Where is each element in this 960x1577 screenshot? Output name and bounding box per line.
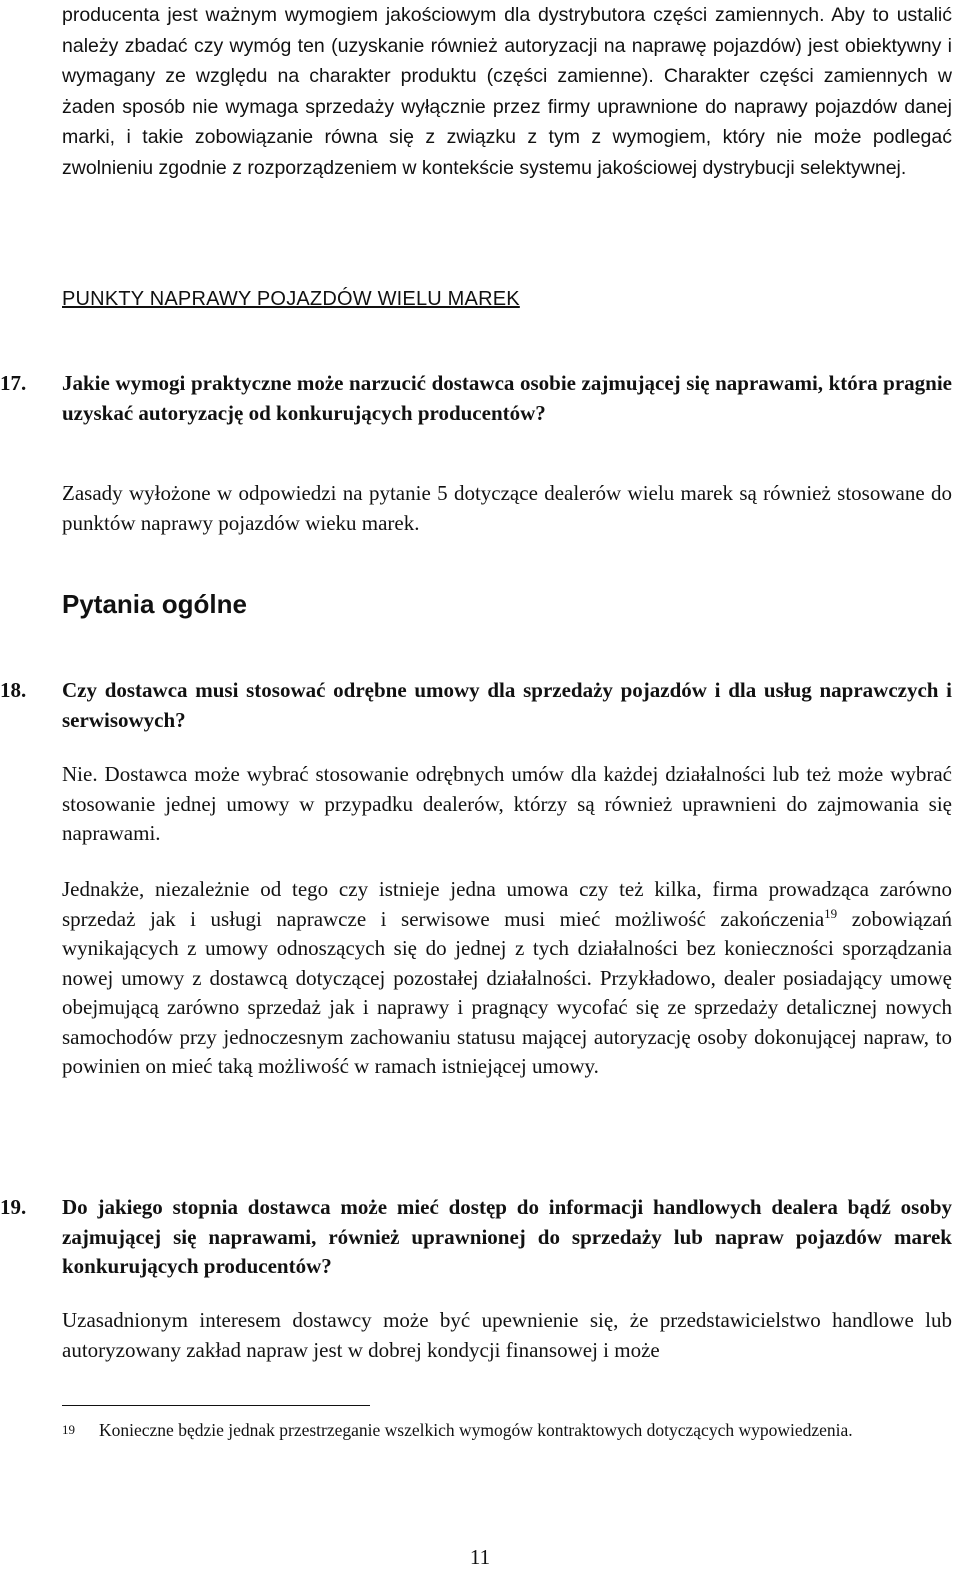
footnote	[62, 1418, 952, 1443]
question-number: 19.	[0, 1195, 27, 1219]
intro-paragraph	[62, 0, 952, 183]
footnote-reference[interactable]: 19	[824, 905, 838, 921]
answer-19	[62, 1306, 952, 1365]
footnote-number: 19	[62, 1422, 75, 1437]
question-text: Jakie wymogi praktyczne może narzucić dostawca osobie zajmującej się naprawami, która pragnie uzyskać autoryzację od konkurujących producentów?	[62, 371, 952, 425]
answer-text: Zasady wyłożone w odpowiedzi na pytanie 5 dotyczące dealerów wielu marek są również stosowane do punktów naprawy pojazdów wieku marek.	[62, 481, 952, 535]
question-17	[0, 369, 952, 428]
footnote-divider	[62, 1405, 370, 1406]
answer-18-paragraph-2	[62, 875, 952, 1082]
answer-text-part-2: zobowiązań wynikających z umowy odnoszących się do jednej z tych działalności bez konieczności sporządzania nowej umowy z dostawcą dotyczącej pozostałej działalności. Przykładowo, dealer posiadający umowę obejmującą zarówno sprzedaż jak i naprawy i pragnący wycofać się ze sprzedaży detalicznej nowych samochodów przy jednoczesnym zachowaniu statusu mającej autoryzację osoby dokonującej napraw, to powinien on mieć taką możliwość w ramach istniejącej umowy.	[62, 906, 952, 1078]
answer-text: Uzasadnionym interesem dostawcy może być upewnienie się, że przedstawicielstwo handlowe lub autoryzowany zakład napraw jest w dobrej kondycji finansowej i może	[62, 1308, 952, 1362]
intro-text-part-1: producenta jest ważnym wymogiem jakościowym dla dystrybutora części zamiennych.	[62, 4, 832, 26]
question-18	[0, 676, 952, 735]
intro-text-part-3: Charakter części zamiennych w żaden sposób nie wymaga sprzedaży wyłącznie przez firmy uprawnione do naprawy pojazdów danej marki, i takie zobowiązanie równa się z związku z tym z wymogiem, który nie może podlegać zwolnieniu zgodnie z rozporządzeniem w kontekście systemu jakościowej dystrybucji selektywnej.	[62, 65, 953, 179]
answer-text: Nie. Dostawca może wybrać stosowanie odrębnych umów dla każdej działalności lub też może wybrać stosowanie jednej umowy w przypadku dealerów, którzy są również uprawnieni do zajmowania się naprawami.	[62, 762, 952, 845]
answer-17	[62, 479, 952, 538]
question-text: Czy dostawca musi stosować odrębne umowy dla sprzedaży pojazdów i dla usług naprawczych i serwisowych?	[62, 678, 952, 732]
question-19	[0, 1193, 952, 1282]
page-number: 11	[469, 1545, 491, 1569]
intro-text-part-2: Aby to ustalić należy zbadać czy wymóg ten (uzyskanie również autoryzacji na naprawę pojazdów) jest obiektywny i wymagany ze względu na charakter produktu (części zamienne).	[62, 4, 952, 87]
answer-18-paragraph-1	[62, 760, 952, 849]
answer-text-part-1: Jednakże, niezależnie od tego czy istnieje jedna umowa czy też kilka, firma prowadząca zarówno sprzedaż jak i usługi naprawcze i serwisowe musi mieć możliwość zakończenia	[62, 877, 952, 931]
question-text: Do jakiego stopnia dostawca może mieć dostęp do informacji handlowych dealera bądź osoby zajmującej się naprawami, również uprawnionej do sprzedaży lub napraw pojazdów marek konkurujących producentów?	[62, 1195, 952, 1278]
section-title: PUNKTY NAPRAWY POJAZDÓW WIELU MAREK	[62, 288, 520, 310]
general-questions-heading: Pytania ogólne	[62, 589, 247, 619]
footnote-text: Konieczne będzie jednak przestrzeganie wszelkich wymogów kontraktowych dotyczących wypowiedzenia.	[99, 1420, 853, 1440]
question-number: 17.	[0, 371, 27, 395]
question-number: 18.	[0, 678, 27, 702]
